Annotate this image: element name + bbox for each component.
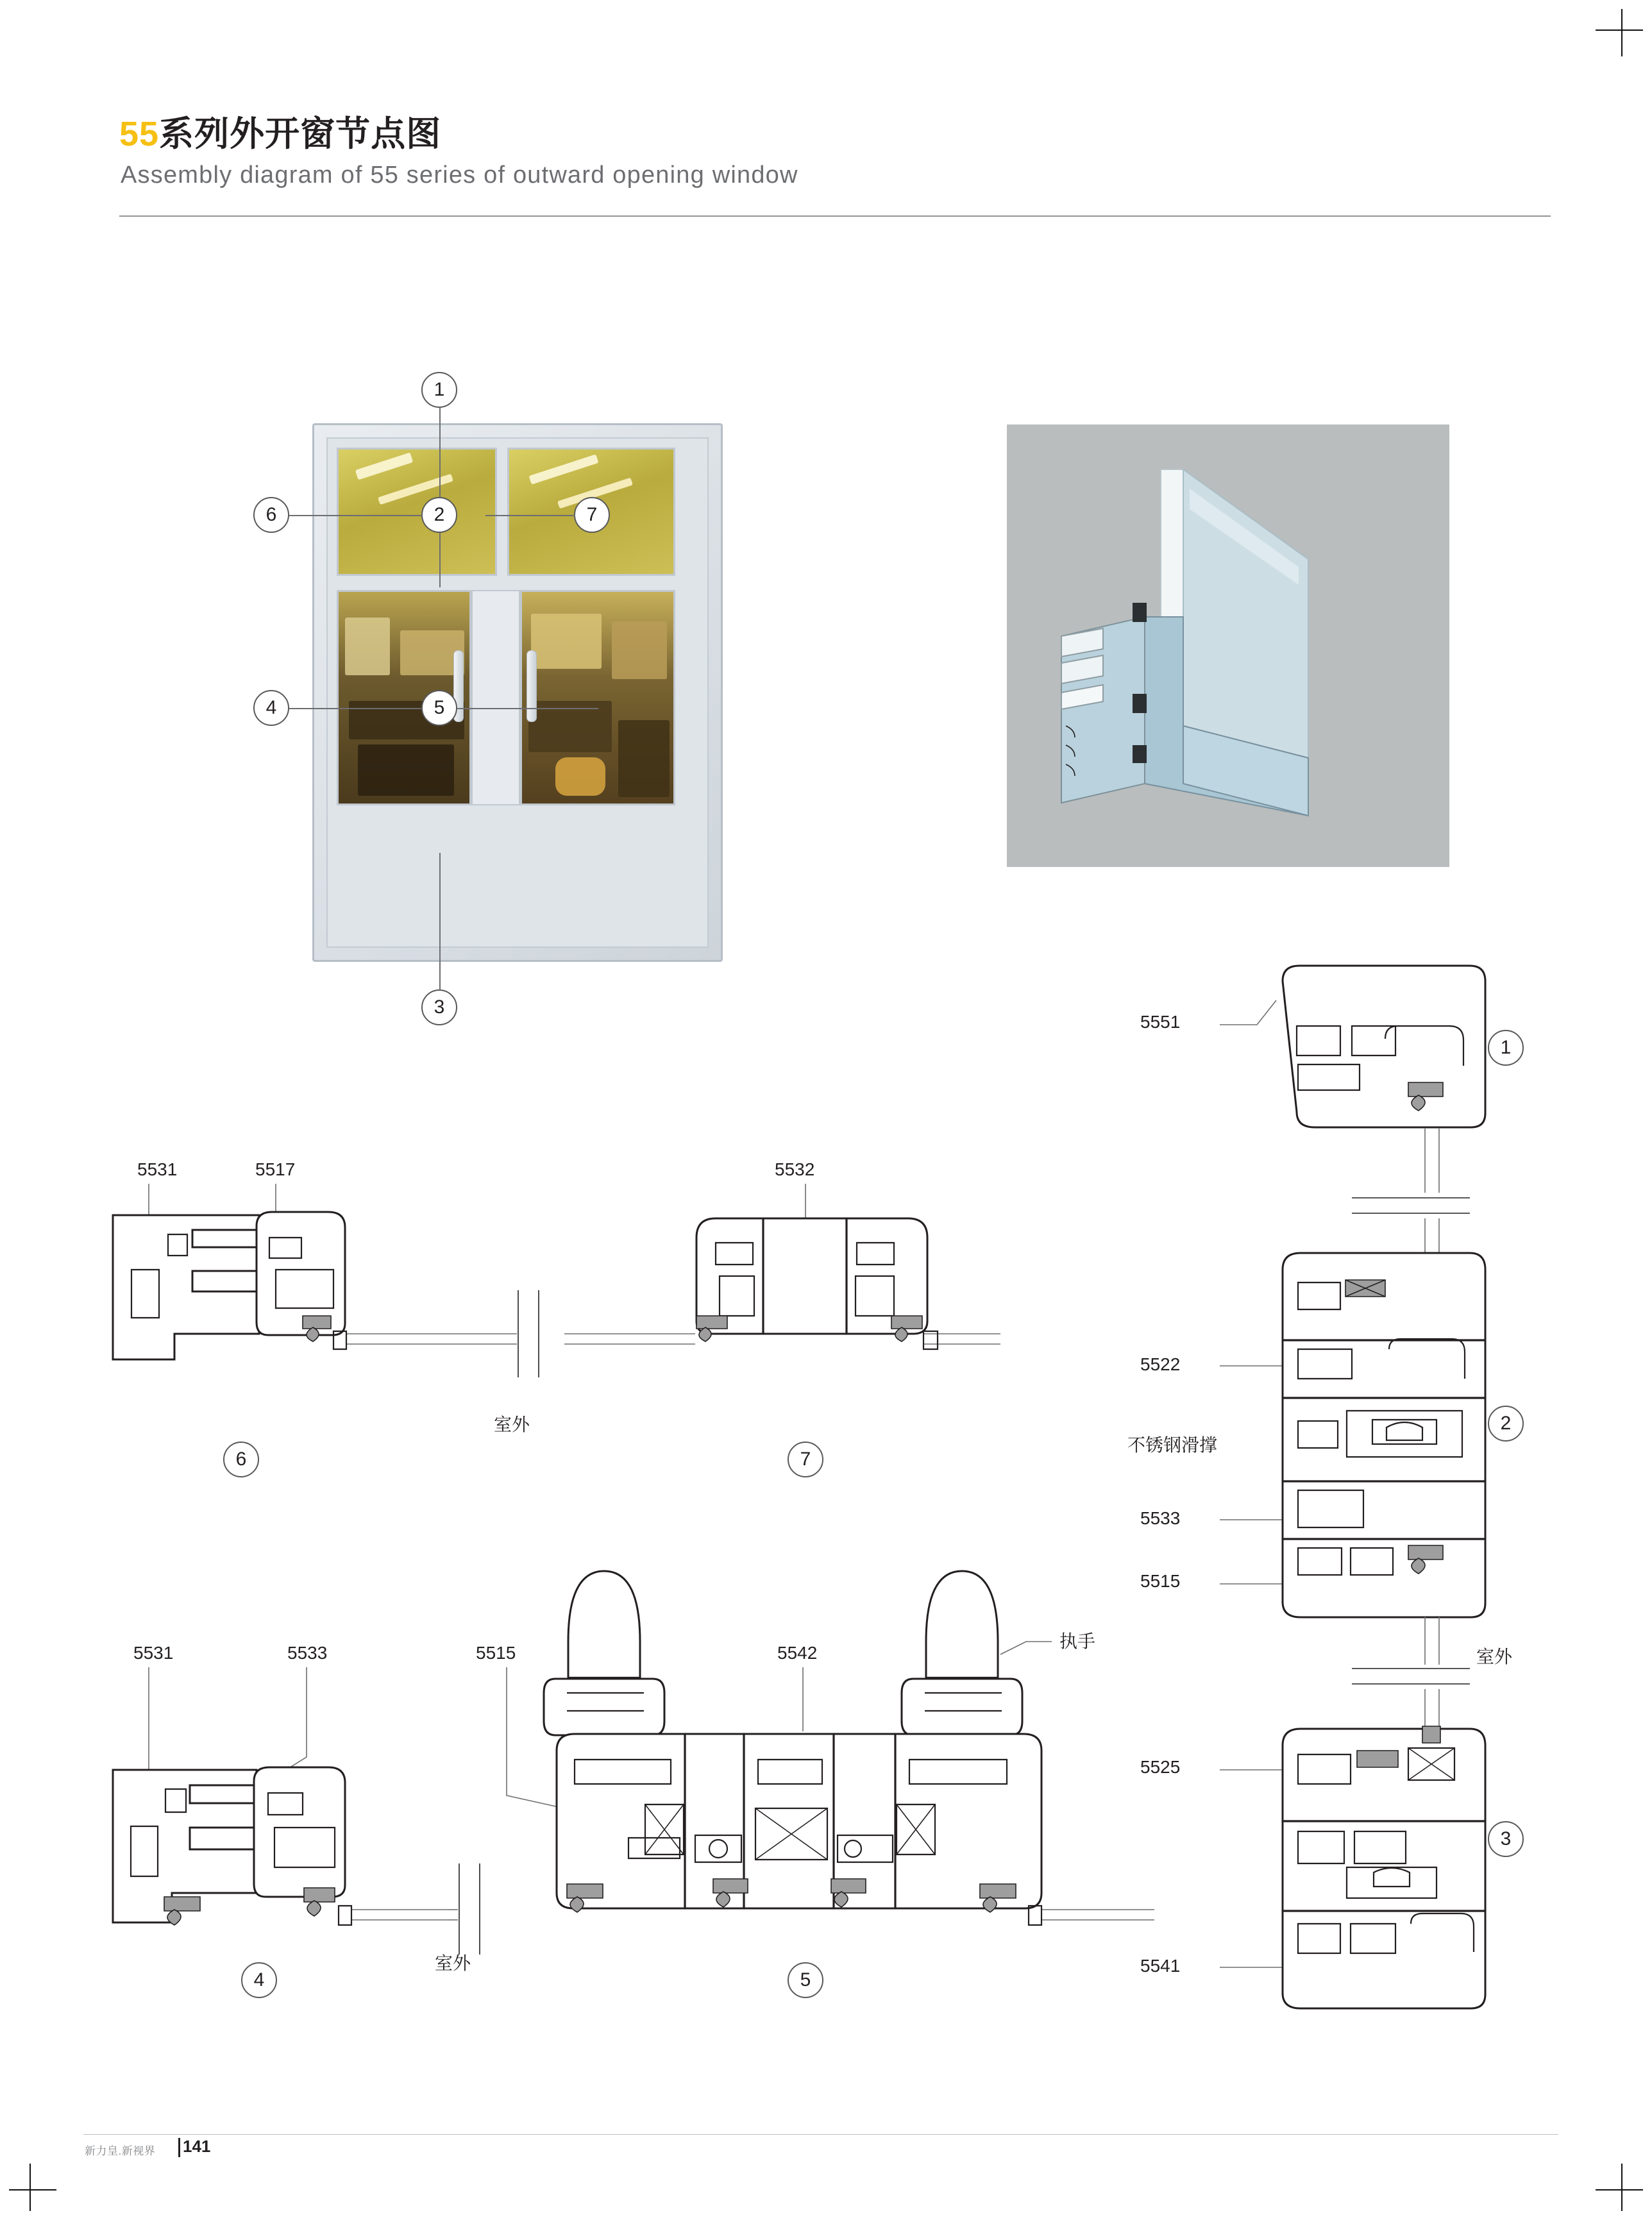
callout-5-photo[interactable]: 5 <box>421 690 457 726</box>
part-label-5515-vert: 5515 <box>1140 1571 1181 1591</box>
section-callout-6[interactable]: 6 <box>223 1442 259 1477</box>
window-sash-right <box>520 590 675 805</box>
section-callout-3[interactable]: 3 <box>1488 1821 1524 1857</box>
label-handle: 执手 <box>1059 1631 1096 1651</box>
callout-7-photo[interactable]: 7 <box>574 497 610 533</box>
window-center-mullion <box>471 590 520 805</box>
part-label-5532-sec7: 5532 <box>775 1159 815 1179</box>
label-outdoor-top: 室外 <box>494 1415 530 1434</box>
section-callout-2[interactable]: 2 <box>1488 1406 1524 1442</box>
section-callout-1[interactable]: 1 <box>1488 1030 1524 1066</box>
part-label-5517-sec6: 5517 <box>255 1159 296 1179</box>
crop-mark-top-right-vertical <box>1621 9 1622 56</box>
window-transom-left <box>337 448 497 576</box>
section-callout-4[interactable]: 4 <box>241 1962 277 1998</box>
label-outdoor-bottom: 室外 <box>435 1953 471 1973</box>
section-5-profile <box>507 1571 1154 1925</box>
footer-page-bar <box>178 2138 180 2157</box>
callout-6-photo[interactable]: 6 <box>253 497 289 533</box>
page-title-number: 55 <box>119 115 160 153</box>
section-callout-7[interactable]: 7 <box>788 1442 823 1477</box>
page-title-rest: 系列外开窗节点图 <box>159 115 442 153</box>
part-label-5533-sec4: 5533 <box>287 1643 328 1663</box>
leader-4 <box>289 708 423 709</box>
header-divider <box>119 215 1551 217</box>
part-label-5551: 5551 <box>1140 1012 1181 1032</box>
part-label-5542-sec5: 5542 <box>777 1643 818 1663</box>
window-product-photo <box>312 423 723 962</box>
footer-brand: 新力皇.新视界 <box>85 2145 156 2157</box>
window-inner-area <box>326 437 709 948</box>
callout-2-photo[interactable]: 2 <box>421 497 457 533</box>
corner-assembly-render <box>1007 425 1449 867</box>
label-outdoor-right: 室外 <box>1476 1647 1513 1667</box>
section-7-profile <box>564 1184 1000 1349</box>
footer-divider <box>83 2134 1558 2135</box>
crop-mark-top-right-horizontal <box>1596 29 1643 31</box>
part-label-5531-sec4: 5531 <box>133 1643 174 1663</box>
crop-mark-bottom-right-vertical <box>1621 2164 1622 2211</box>
page-title <box>119 106 441 156</box>
part-label-5533-vert: 5533 <box>1140 1508 1181 1528</box>
crop-mark-bottom-left-horizontal <box>9 2189 56 2191</box>
part-label-5531-sec6: 5531 <box>137 1159 178 1179</box>
crop-mark-bottom-right-horizontal <box>1596 2189 1643 2191</box>
leader-5 <box>457 708 598 709</box>
part-label-5515-sec5: 5515 <box>476 1643 516 1663</box>
section-4-profile <box>113 1667 480 1955</box>
part-label-5522: 5522 <box>1140 1354 1181 1374</box>
label-stainless-stay: 不锈钢滑撑 <box>1127 1435 1218 1455</box>
leader-3 <box>439 853 441 990</box>
crop-mark-bottom-left-vertical <box>30 2164 31 2211</box>
leader-7 <box>485 515 575 516</box>
page-subtitle: Assembly diagram of 55 series of outward opening window <box>121 162 798 189</box>
vertical-section-profiles <box>1220 966 1485 2008</box>
part-label-5525: 5525 <box>1140 1757 1181 1777</box>
callout-4-photo[interactable]: 4 <box>253 690 289 726</box>
footer-page-number: 141 <box>183 2137 211 2156</box>
section-callout-5[interactable]: 5 <box>788 1962 823 1998</box>
section-6-profile <box>113 1184 539 1377</box>
callout-1-photo[interactable]: 1 <box>421 372 457 408</box>
window-handle-right <box>527 650 537 722</box>
part-label-5541: 5541 <box>1140 1956 1181 1976</box>
callout-3-photo[interactable]: 3 <box>421 989 457 1025</box>
leader-6 <box>289 515 423 516</box>
